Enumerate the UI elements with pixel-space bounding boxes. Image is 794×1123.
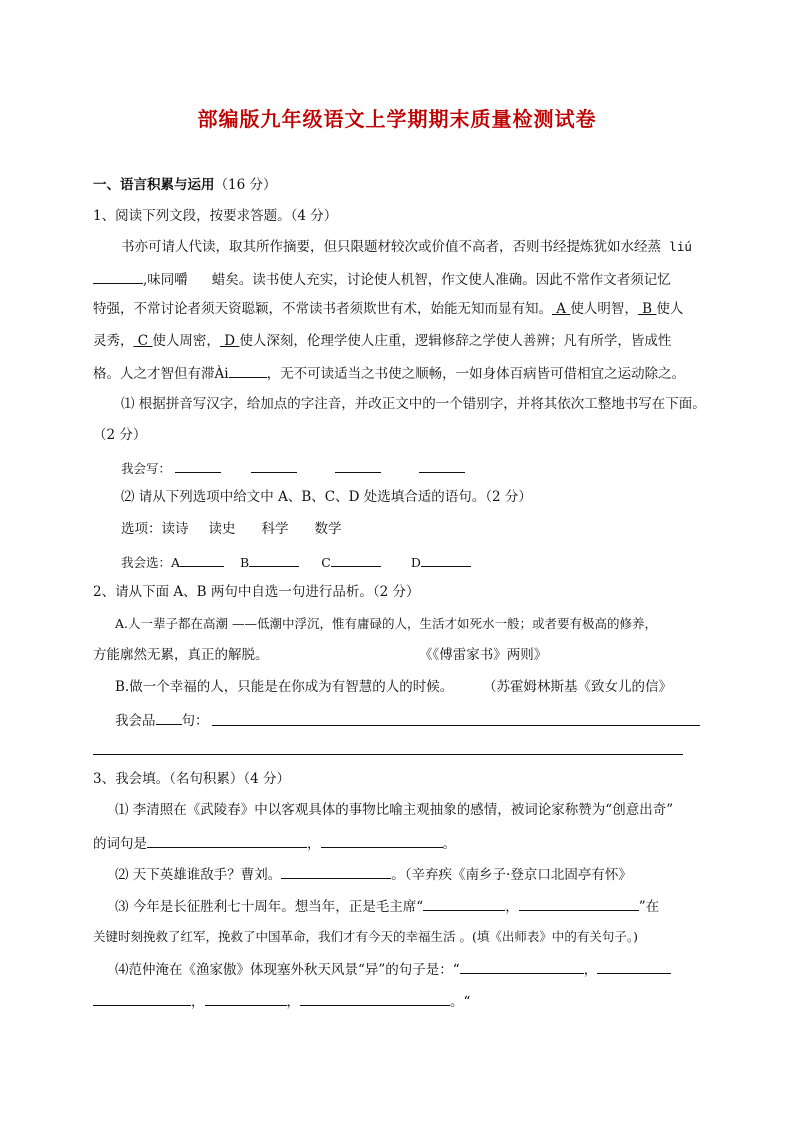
q1-text: ，无不可读适当之书使之顺畅，一如身体百病皆可借相宜之运动除之。 bbox=[266, 366, 686, 382]
q1-paragraph-line-1 bbox=[121, 238, 692, 256]
q2-option-a-line-1: A.人一辈子都在高潮 ——低潮中浮沉，惟有庸碌的人，生活才如死水一般；或者要有极高的修养， bbox=[115, 616, 657, 631]
option-item: 数学 bbox=[314, 521, 342, 537]
q1-text: 使人深刻，伦理学使人庄重，逻辑修辞之学使人善辨；凡有所学，皆成性 bbox=[239, 333, 672, 349]
blank-s3-2[interactable] bbox=[519, 896, 639, 911]
section-heading bbox=[93, 176, 276, 194]
q1-answer-write bbox=[121, 458, 465, 478]
q3-stem: 3、我会填。（名句积累）（4 分） bbox=[93, 771, 290, 787]
blank-answer-4[interactable] bbox=[419, 458, 465, 473]
q3-s4-line-2 bbox=[93, 991, 470, 1011]
mark-c: C bbox=[133, 333, 153, 349]
blank-s3-1[interactable] bbox=[423, 896, 505, 911]
section-title: 一、语言积累与运用 bbox=[93, 177, 215, 193]
q3-text: ⑶ 今年是长征胜利七十周年。想当年，正是毛主席“ bbox=[115, 899, 424, 915]
q1-sub2: ⑵ 请从下列选项中给文中 A、B、C、D 处选填合适的语句。（2 分） bbox=[121, 489, 532, 505]
blank-s4-1[interactable] bbox=[460, 959, 584, 974]
q3-text: ， bbox=[191, 994, 205, 1010]
q1-sub1-score: （2 分） bbox=[93, 427, 147, 443]
q1-text: 使人 bbox=[656, 301, 684, 317]
q3-s3-line-1 bbox=[115, 896, 659, 916]
q2-source-a: 《《傅雷家书》两则》 bbox=[419, 647, 548, 663]
answer-label: 句： bbox=[181, 713, 209, 729]
answer-label: 我会品 bbox=[115, 713, 156, 729]
choose-label: 我会选： bbox=[121, 555, 172, 570]
blank-answer-3[interactable] bbox=[335, 458, 381, 473]
q1-paragraph-line-4 bbox=[93, 332, 671, 350]
q1-text: 灵秀， bbox=[93, 333, 134, 349]
q3-text: 。（辛弃疾《南乡子·登京口北固亭有怀》 bbox=[391, 867, 632, 883]
choose-letter: D bbox=[410, 555, 421, 570]
choose-letter: B bbox=[240, 555, 250, 570]
page-title: 部编版九年级语文上学期期末质量检测试卷 bbox=[197, 107, 597, 131]
blank-choice[interactable] bbox=[156, 710, 182, 725]
blank-answer-2[interactable] bbox=[251, 458, 297, 473]
q1-paragraph-line-5 bbox=[93, 363, 685, 383]
q3-s3-line-2: 关键时刻挽救了红军，挽救了中国革命，我们才有今天的幸福生活 。(填《出师表》中的有关句子。) bbox=[93, 929, 638, 944]
q2-option-a-line-2 bbox=[93, 646, 548, 664]
q3-s1-line-1: ⑴ 李清照在《武陵春》中以客观具体的事物比喻主观抽象的感情，被词论家称赞为“创意出奇” bbox=[115, 802, 674, 818]
q1-paragraph-line-2 bbox=[93, 269, 671, 289]
blank-ai[interactable] bbox=[229, 363, 267, 378]
q1-paragraph-line-3 bbox=[93, 300, 683, 318]
q2-source-b: （苏霍姆林斯基《致女儿的信》 bbox=[483, 679, 672, 695]
q2-stem: 2、请从下面 A、B 两句中自选一句进行品析。（2 分） bbox=[93, 584, 420, 600]
blank-s1-1[interactable] bbox=[147, 833, 307, 848]
q3-text: 。“ bbox=[450, 994, 471, 1010]
q3-s1-line-2 bbox=[93, 833, 456, 853]
choose-letter: A bbox=[171, 555, 181, 570]
answer-label: 我会写： bbox=[121, 461, 172, 476]
mark-d: D bbox=[219, 333, 240, 349]
pinyin-liu: liú bbox=[669, 239, 692, 254]
q1-stem: 1、阅读下列文段，按要求答题。（4 分） bbox=[93, 208, 338, 224]
answer-line-1[interactable] bbox=[212, 725, 700, 726]
q1-text: 蜡矣。读书使人充实，讨论使人机智，作文使人准确。因此不常作文者须记忆 bbox=[211, 272, 671, 288]
q3-text: ， bbox=[505, 899, 519, 915]
blank-s1-2[interactable] bbox=[321, 833, 443, 848]
option-item: 读诗 bbox=[161, 521, 189, 537]
q3-text: ⑵ 天下英雄谁敌手？曹刘。 bbox=[115, 867, 282, 883]
blank-s4-4[interactable] bbox=[205, 991, 287, 1006]
q3-text: 。 bbox=[442, 836, 456, 852]
blank-choose-a[interactable] bbox=[180, 552, 224, 567]
blank-s4-2[interactable] bbox=[597, 959, 671, 974]
q1-text: 使人周密， bbox=[152, 333, 220, 349]
q2-option-b bbox=[115, 678, 672, 696]
q2-text: 方能廓然无累，真正的解脱。 bbox=[93, 647, 269, 663]
q3-text: ⑷范仲淹在《渔家傲》体现塞外秋天风景“异”的句子是：“ bbox=[115, 962, 460, 978]
blank-s4-3[interactable] bbox=[93, 991, 191, 1006]
option-item: 科学 bbox=[261, 521, 289, 537]
answer-line-2[interactable] bbox=[93, 754, 683, 755]
q3-text: ， bbox=[307, 836, 321, 852]
q1-text: 使人明智， bbox=[570, 301, 638, 317]
section-score: （16 分） bbox=[214, 177, 277, 193]
blank-choose-b[interactable] bbox=[249, 552, 299, 567]
blank-answer-1[interactable] bbox=[175, 458, 221, 473]
q3-s4-line-1 bbox=[115, 959, 671, 979]
blank-choose-d[interactable] bbox=[421, 552, 471, 567]
blank-s2[interactable] bbox=[281, 864, 391, 879]
q3-text: ， bbox=[583, 962, 598, 978]
mark-b: B bbox=[637, 301, 657, 317]
choose-letter: C bbox=[321, 555, 331, 570]
q2-text: B.做一个幸福的人，只能是在你成为有智慧的人的时候。 bbox=[115, 679, 454, 695]
q3-s2 bbox=[115, 864, 632, 884]
options-label: 选项： bbox=[121, 521, 162, 537]
blank-liu[interactable] bbox=[93, 269, 143, 284]
q3-text: 的词句是 bbox=[93, 836, 147, 852]
mark-a: A bbox=[552, 301, 571, 317]
q1-sub1: ⑴ 根据拼音写汉字，给加点的字注音，并改正文中的一个错别字，并将其依次工整地书写在下面。 bbox=[121, 396, 706, 412]
q1-text: 格。人之才智但有滞Ài bbox=[93, 366, 229, 382]
option-item: 读史 bbox=[208, 521, 236, 537]
blank-s4-5[interactable] bbox=[300, 991, 450, 1006]
q1-text: ,味同嚼 bbox=[143, 272, 188, 288]
q3-text: ， bbox=[286, 994, 300, 1010]
q1-text: 书亦可请人代读，取其所作摘要，但只限题材较次或价值不高者，否则书经提炼犹如水经蒸 bbox=[121, 239, 661, 255]
q1-options bbox=[121, 520, 342, 538]
q2-answer bbox=[115, 710, 209, 730]
blank-choose-c[interactable] bbox=[331, 552, 381, 567]
q3-text: ”在 bbox=[638, 899, 660, 915]
q1-text: 特强，不常讨论者须天资聪颖，不常读书者须欺世有术，始能无知而显有知。 bbox=[93, 301, 552, 317]
q1-choose bbox=[121, 552, 471, 572]
